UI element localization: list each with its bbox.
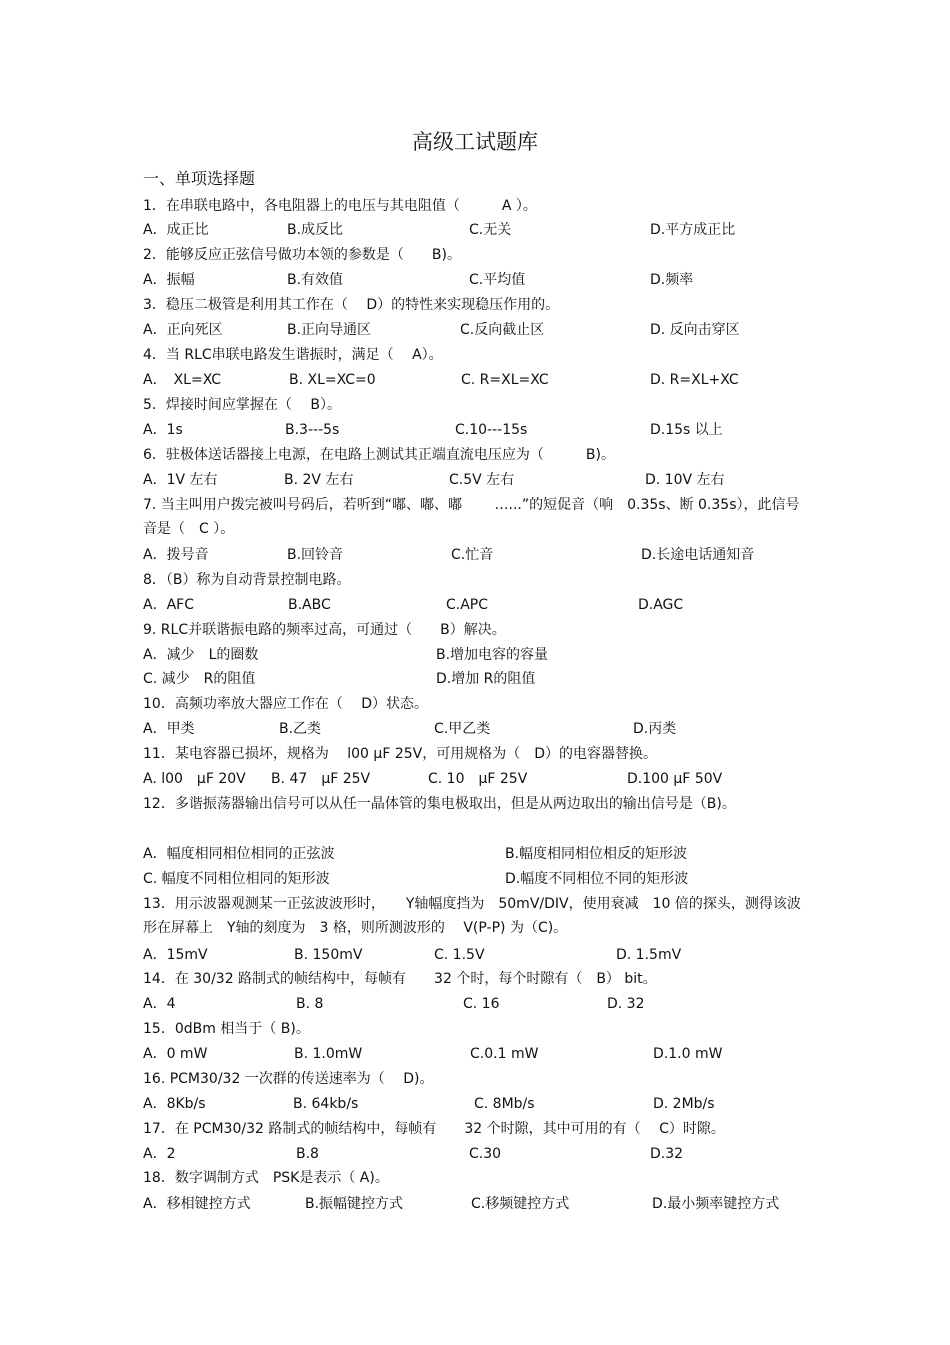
option-c: C.忙音 [451, 547, 494, 563]
option-a: A．振幅 [143, 272, 195, 288]
question-11: 11．某电容器已损坏，规格为 l00 μF 25V，可用规格为（ D）的电容器替换。 [143, 746, 657, 762]
option-d: D.1.0 mW [653, 1046, 723, 1062]
option-d: D.15s 以上 [650, 422, 723, 438]
options-3 [143, 319, 813, 341]
question-13: 13．用示波器观测某一正弦波波形时， Y轴幅度挡为 50mV/DIV，使用衰减 10 倍的探头，测得该波形在屏幕上 Y轴的刻度为 3 格，则所测波形的 V(P-P) 为（C)。 [143, 896, 801, 936]
options-1 [143, 219, 813, 241]
option-b: B.增加电容的容量 [436, 647, 549, 663]
option-a: A．8Kb/s [143, 1096, 206, 1112]
option-d: D.增加 R的阻值 [436, 671, 536, 687]
options-12-row-2 [143, 868, 813, 890]
options-8 [143, 594, 813, 616]
question-7: 7. 当主叫用户拨完被叫号码后，若听到“嘟、嘟、嘟 …...”的短促音（响 0.35s、断 0.35s），此信号音是（ C ）。 [143, 497, 800, 537]
option-c: C.APC [446, 597, 489, 613]
option-c: C.甲乙类 [434, 721, 491, 737]
options-13 [143, 944, 813, 966]
option-d: D.最小频率键控方式 [652, 1196, 780, 1212]
option-a: A．减少 L的圈数 [143, 647, 259, 663]
options-17 [143, 1143, 813, 1165]
option-c: C.反向截止区 [460, 322, 545, 338]
option-c: C.0.1 mW [470, 1046, 539, 1062]
option-b: B.振幅键控方式 [305, 1196, 404, 1212]
option-c: C. 幅度不同相位相同的矩形波 [143, 871, 330, 887]
option-a: A．移相键控方式 [143, 1196, 251, 1212]
question-2: 2．能够反应正弦信号做功本领的参数是（ B)。 [143, 247, 461, 263]
options-10 [143, 718, 813, 740]
option-b: B. 2V 左右 [284, 472, 354, 488]
question-5: 5．焊接时间应掌握在（ B）。 [143, 397, 341, 413]
option-a: A. l00 μF 20V [143, 771, 246, 787]
question-3: 3．稳压二极管是利用其工作在（ D）的特性来实现稳压作用的。 [143, 297, 560, 313]
option-b: B.ABC [288, 597, 331, 613]
options-4 [143, 369, 813, 391]
option-d: D.丙类 [633, 721, 677, 737]
option-b: B.成反比 [287, 222, 344, 238]
question-15: 15．0dBm 相当于（ B)。 [143, 1021, 310, 1037]
question-12: 12．多谐振荡器输出信号可以从任一晶体管的集电极取出，但是从两边取出的输出信号是（B)。 [143, 796, 736, 812]
option-a: A．1s [143, 422, 183, 438]
options-6 [143, 469, 813, 491]
option-d: D. 32 [607, 996, 645, 1012]
question-16: 16. PCM30/32 一次群的传送速率为（ D)。 [143, 1071, 434, 1087]
option-c: C.30 [469, 1146, 502, 1162]
option-b: B.乙类 [279, 721, 322, 737]
options-12-row-1 [143, 843, 813, 865]
options-14 [143, 993, 813, 1015]
option-d: D.100 μF 50V [627, 771, 723, 787]
option-d: D. 反向击穿区 [650, 322, 740, 338]
options-9-row-1 [143, 644, 813, 666]
option-b: B.8 [296, 1146, 319, 1162]
option-a: A．2 [143, 1146, 176, 1162]
options-15 [143, 1043, 813, 1065]
option-a: A．甲类 [143, 721, 195, 737]
question-18: 18．数字调制方式 PSK是表示（ A)。 [143, 1170, 389, 1186]
option-a: A．15mV [143, 947, 208, 963]
option-b: B.回铃音 [287, 547, 344, 563]
option-b: B.幅度相同相位相反的矩形波 [505, 846, 688, 862]
option-b: B. 150mV [294, 947, 363, 963]
option-d: D. 2Mb/s [653, 1096, 715, 1112]
option-a: A．4 [143, 996, 176, 1012]
options-5 [143, 419, 813, 441]
option-b: B. 1.0mW [294, 1046, 363, 1062]
question-17: 17．在 PCM30/32 路制式的帧结构中，每帧有 32 个时隙，其中可用的有（ C）时隙。 [143, 1121, 725, 1137]
option-a: A． XL=XC [143, 372, 222, 388]
option-a: A．幅度相同相位相同的正弦波 [143, 846, 335, 862]
option-b: B. XL=XC=0 [289, 372, 376, 388]
option-d: D. 10V 左右 [645, 472, 725, 488]
option-c: C.5V 左右 [449, 472, 515, 488]
option-c: C. 8Mb/s [474, 1096, 535, 1112]
option-d: D.32 [650, 1146, 684, 1162]
option-b: B.3---5s [285, 422, 340, 438]
option-c: C.无关 [469, 222, 512, 238]
option-a: A．正向死区 [143, 322, 223, 338]
question-8: 8．（B）称为自动背景控制电路。 [143, 572, 351, 588]
option-d: D.频率 [650, 272, 694, 288]
option-a: A．AFC [143, 597, 194, 613]
option-a: A．拨号音 [143, 547, 209, 563]
question-14: 14．在 30/32 路制式的帧结构中，每帧有 32 个时，每个时隙有（ B） bit。 [143, 971, 657, 987]
question-6: 6．驻极体送话器接上电源，在电路上测试其正端直流电压应为（ B)。 [143, 447, 615, 463]
option-b: B.正向导通区 [287, 322, 372, 338]
options-2 [143, 269, 813, 291]
option-b: B. 8 [296, 996, 324, 1012]
options-16 [143, 1093, 813, 1115]
option-c: C. 16 [463, 996, 500, 1012]
document-title: 高级工试题库 [412, 130, 538, 154]
option-a: A．成正比 [143, 222, 209, 238]
option-c: C. R=XL=XC [461, 372, 549, 388]
option-d: D.平方成正比 [650, 222, 736, 238]
options-11 [143, 768, 813, 790]
option-d: D. R=XL+XC [650, 372, 739, 388]
option-c: C.平均值 [469, 272, 526, 288]
question-9: 9. RLC并联谐振电路的频率过高，可通过（ B）解决。 [143, 622, 506, 638]
question-4: 4．当 RLC串联电路发生谐振时，满足（ A）。 [143, 347, 443, 363]
options-18 [143, 1193, 813, 1215]
option-d: D.长途电话通知音 [641, 547, 755, 563]
option-c: C.10---15s [455, 422, 528, 438]
option-d: D. 1.5mV [616, 947, 682, 963]
section-heading: 一、单项选择题 [143, 169, 256, 188]
question-10: 10．高频功率放大器应工作在（ D）状态。 [143, 696, 429, 712]
option-a: A．1V 左右 [143, 472, 218, 488]
option-d: D.AGC [638, 597, 684, 613]
option-a: A．0 mW [143, 1046, 208, 1062]
option-b: B.有效值 [287, 272, 344, 288]
option-c: C. 减少 R的阻值 [143, 671, 256, 687]
option-b: B. 47 μF 25V [271, 771, 371, 787]
option-c: C. 1.5V [434, 947, 485, 963]
option-b: B. 64kb/s [293, 1096, 359, 1112]
option-c: C.移频键控方式 [471, 1196, 570, 1212]
option-c: C. 10 μF 25V [428, 771, 528, 787]
question-1: 1．在串联电路中，各电阻器上的电压与其电阻值（ A ）。 [143, 198, 537, 214]
option-d: D.幅度不同相位不同的矩形波 [505, 871, 689, 887]
options-7 [143, 544, 813, 566]
options-9-row-2 [143, 668, 813, 690]
